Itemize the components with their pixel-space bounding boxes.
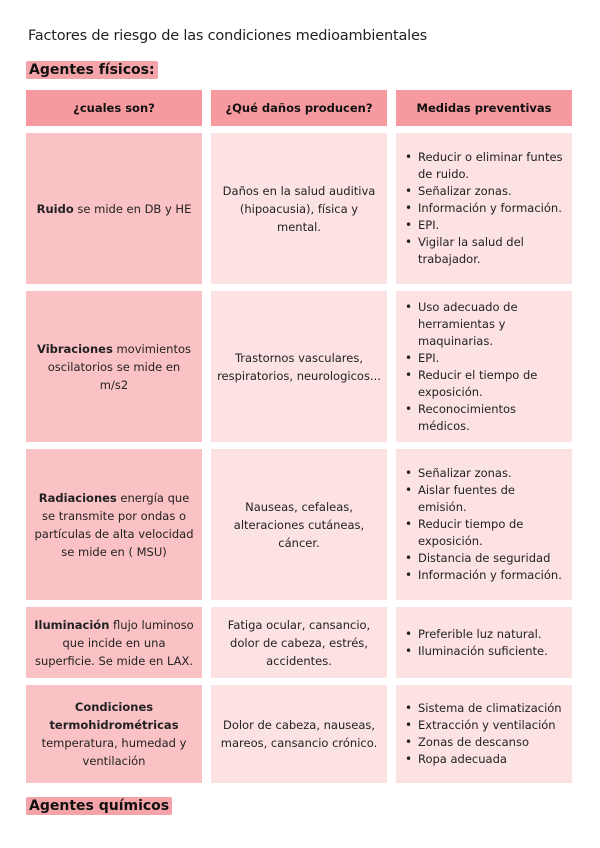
measure-item: • Reducir tiempo de exposición. [418, 516, 566, 550]
measures-list [404, 465, 566, 584]
column-header-damages: ¿Qué daños producen? [211, 90, 387, 126]
measures-list [404, 149, 566, 268]
measures-cell [396, 133, 572, 284]
measure-item: • Señalizar zonas. [418, 465, 566, 482]
agent-cell [26, 685, 202, 783]
measure-item: • Preferible luz natural. [418, 626, 548, 643]
measure-item: • Reconocimientos médicos. [418, 401, 566, 435]
damage-cell [211, 291, 387, 442]
measure-item: • Información y formación. [418, 200, 566, 217]
section-heading-chemical-agents: Agentes químicos [26, 797, 172, 815]
damage-text: Dolor de cabeza, nauseas, mareos, cansancio crónico. [220, 718, 378, 750]
agent-cell [26, 607, 202, 678]
damage-cell [211, 449, 387, 600]
agent-description: temperatura, humedad y ventilación [41, 736, 187, 768]
agent-description: se mide en DB y HE [73, 201, 192, 216]
damage-text: Fatiga ocular, cansancio, dolor de cabeza, estrés, accidentes. [227, 617, 371, 668]
section-heading-physical-agents: Agentes físicos: [26, 61, 158, 79]
agent-name: Iluminación [34, 617, 110, 632]
agent-description: energía que se transmite por ondas o partículas de alta velocidad se mide en ( MSU) [34, 490, 194, 559]
agent-description: flujo luminoso que incide en una superficie. Se mide en LAX. [34, 617, 194, 668]
damage-text: Trastornos vasculares, respiratorios, neurologicos... [217, 350, 381, 383]
measures-cell [396, 607, 572, 678]
measure-item: • Uso adecuado de herramientas y maquinarias. [418, 299, 566, 350]
measure-item: • EPI. [418, 350, 566, 367]
agent-cell [26, 133, 202, 284]
agent-name: Condiciones termohidrométricas [49, 700, 179, 732]
measure-item: • EPI. [418, 217, 566, 234]
agent-cell [26, 449, 202, 600]
document-title: Factores de riesgo de las condiciones medioambientales [28, 28, 428, 44]
damage-text: Daños en la salud auditiva (hipoacusia), física y mental. [222, 183, 376, 234]
column-header-what: ¿cuales son? [26, 90, 202, 126]
measure-item: • Extracción y ventilación [418, 717, 562, 734]
measure-item: • Zonas de descanso [418, 734, 562, 751]
agent-name: Radiaciones [38, 490, 117, 505]
agent-name: Vibraciones [37, 341, 113, 356]
measure-item: • Información y formación. [418, 567, 566, 584]
measures-list [404, 299, 566, 435]
measure-item: • Reducir o eliminar funtes de ruido. [418, 149, 566, 183]
measure-item: • Señalizar zonas. [418, 183, 566, 200]
measure-item: • Reducir el tiempo de exposición. [418, 367, 566, 401]
measure-item: • Sistema de climatización [418, 700, 562, 717]
measure-item: • Distancia de seguridad [418, 550, 566, 567]
measures-list [404, 700, 562, 768]
measures-cell [396, 291, 572, 442]
damage-cell [211, 607, 387, 678]
damage-text: Nauseas, cefaleas, alteraciones cutáneas, cáncer. [233, 499, 365, 550]
risk-factors-table [26, 90, 574, 790]
measures-cell [396, 685, 572, 783]
measures-cell [396, 449, 572, 600]
measure-item: • Vigilar la salud del trabajador. [418, 234, 566, 268]
agent-cell [26, 291, 202, 442]
damage-cell [211, 133, 387, 284]
agent-description: movimientos oscilatorios se mide en m/s2 [47, 341, 191, 392]
measures-list [404, 626, 548, 660]
column-header-measures: Medidas preventivas [396, 90, 572, 126]
measure-item: • Aislar fuentes de emisión. [418, 482, 566, 516]
damage-cell [211, 685, 387, 783]
measure-item: • Ropa adecuada [418, 751, 562, 768]
measure-item: • Iluminación suficiente. [418, 643, 548, 660]
agent-name: Ruido [36, 201, 74, 216]
